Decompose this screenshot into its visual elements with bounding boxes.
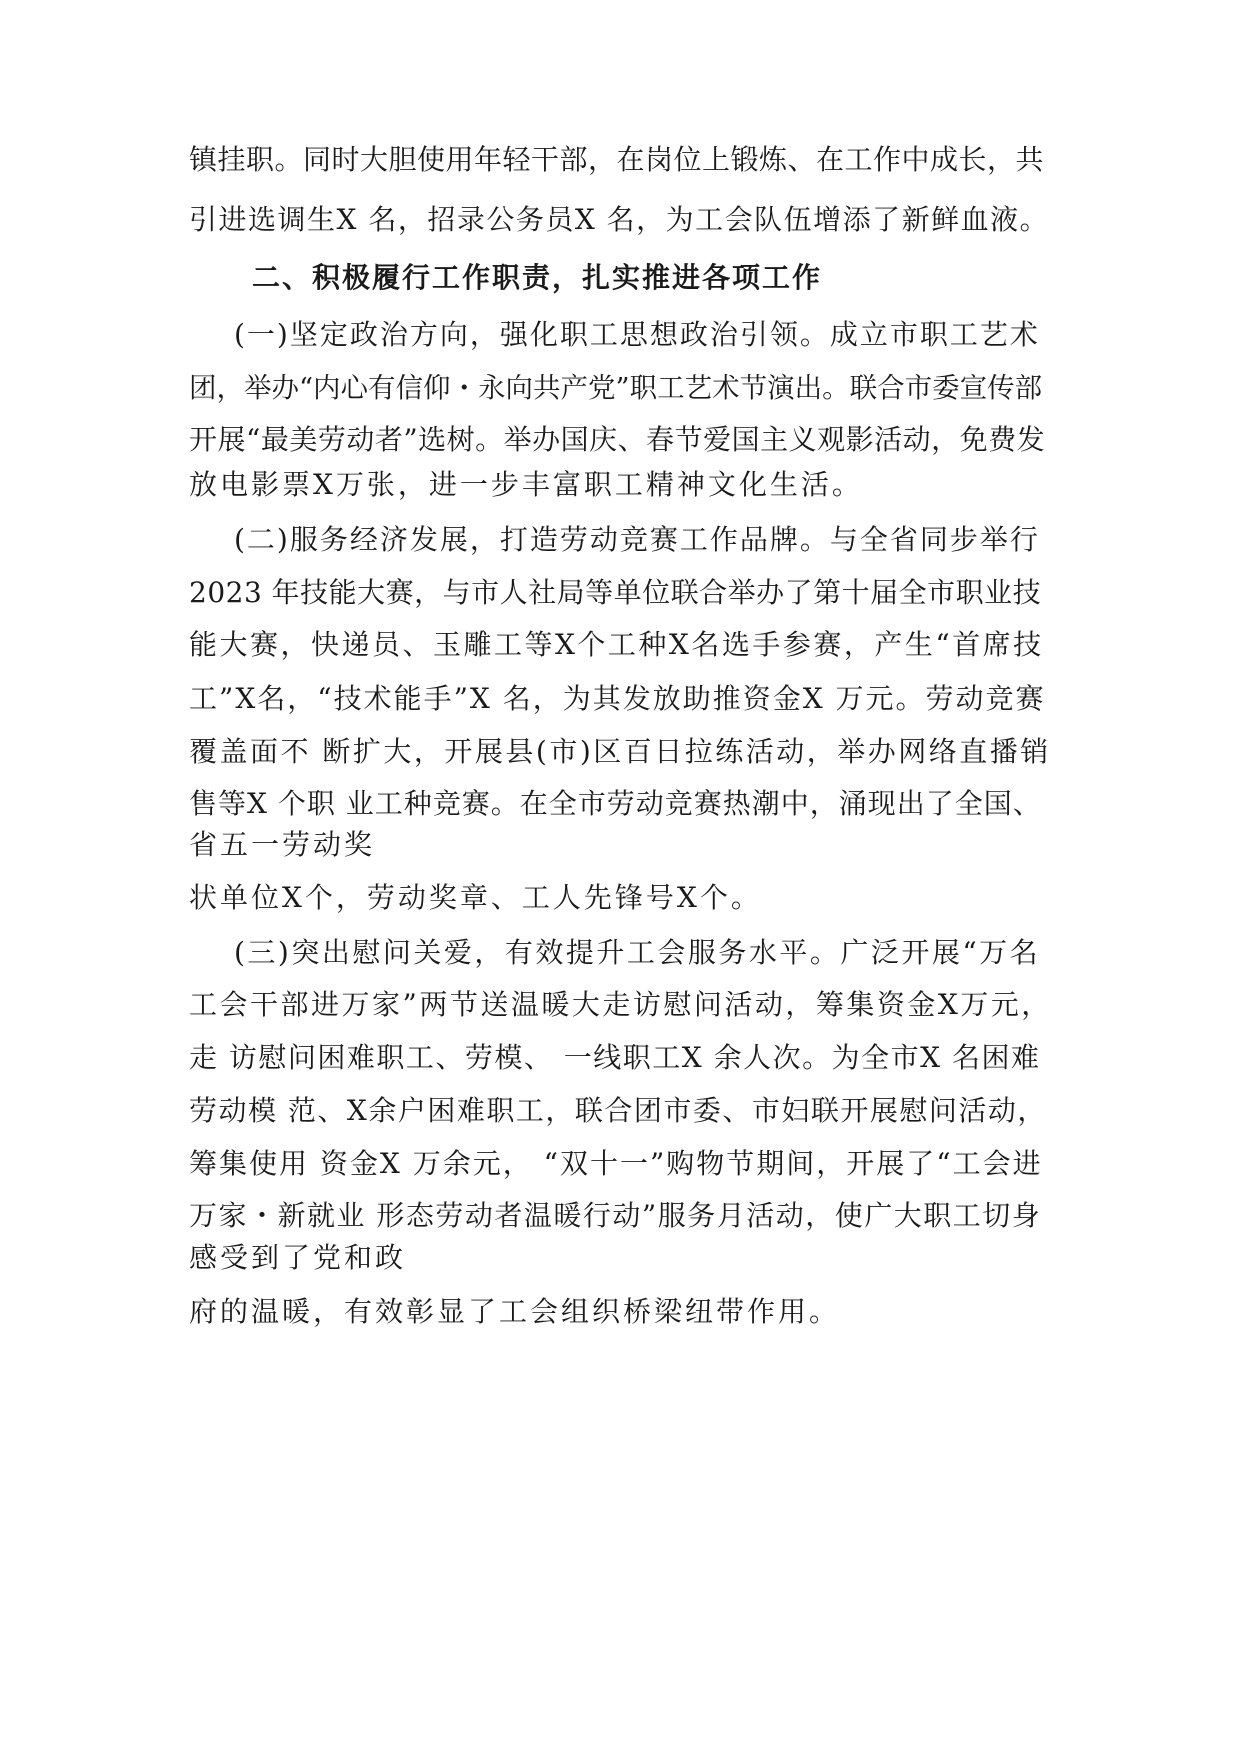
body-text-line: 走 访慰问困难职工、劳模、 一线职工X 余人次。为全市X 名困难 (189, 1041, 1041, 1074)
body-text-line: 放电影票X万张，进一步丰富职工精神文化生活。 (189, 468, 863, 501)
section-heading: 二、积极履行工作职责，扎实推进各项工作 (252, 261, 823, 294)
body-text-line: 引进选调生X 名，招录公务员X 名，为工会队伍增添了新鲜血液。 (189, 203, 1050, 236)
subsection-first-line: (二)服务经济发展，打造劳动竞赛工作品牌。与全省同步举行 (234, 523, 1040, 556)
body-text-line: 状单位X个，劳动奖章、工人先锋号X个。 (189, 881, 762, 914)
body-text-line: 覆盖面不 断扩大，开展县(市)区百日拉练活动，举办网络直播销 (189, 735, 1051, 768)
body-text-line: 感受到了党和政 (189, 1241, 407, 1274)
body-text-line: 工”X名，“技术能手”X 名，为其发放助推资金X 万元。劳动竞赛 (189, 682, 1046, 715)
body-text-line: 劳动模 范、X余户困难职工，联合团市委、市妇联开展慰问活动， (189, 1094, 1047, 1127)
subsection-first-line: (三)突出慰问关爱，有效提升工会服务水平。广泛开展“万名 (234, 936, 1041, 969)
body-text-line: 省五一劳动奖 (189, 828, 376, 861)
subsection-first-line: (一)坚定政治方向，强化职工思想政治引领。成立市职工艺术 (234, 318, 1040, 351)
body-text-line: 售等X 个职 业工种竞赛。在全市劳动竞赛热潮中，涌现出了全国、 (189, 787, 1042, 820)
body-text-line: 万家・新就业 形态劳动者温暖行动”服务月活动，使广大职工切身 (189, 1199, 1042, 1232)
body-text-line: 府的温暖，有效彰显了工会组织桥梁纽带作用。 (189, 1295, 841, 1328)
body-text-line: 筹集使用 资金X 万余元， “双十一”购物节期间，开展了“工会进 (189, 1147, 1043, 1180)
body-text-line: 工会干部进万家”两节送温暖大走访慰问活动，筹集资金X万元， (189, 988, 1052, 1021)
body-text-line: 团，举办“内心有信仰・永向共产党”职工艺术节演出。联合市委宣传部 (189, 372, 1043, 404)
body-text-line: 能大赛，快递员、玉雕工等X个工种X名选手参赛，产生“首席技 (189, 628, 1044, 661)
body-text-line: 开展“最美劳动者”选树。举办国庆、春节爱国主义观影活动，免费发 (189, 423, 1046, 456)
body-text-line: 镇挂职。同时大胆使用年轻干部，在岗位上锻炼、在工作中成长，共 (189, 143, 1045, 176)
body-text-line: 2023 年技能大赛，与市人社局等单位联合举办了第十届全市职业技 (189, 576, 1042, 609)
